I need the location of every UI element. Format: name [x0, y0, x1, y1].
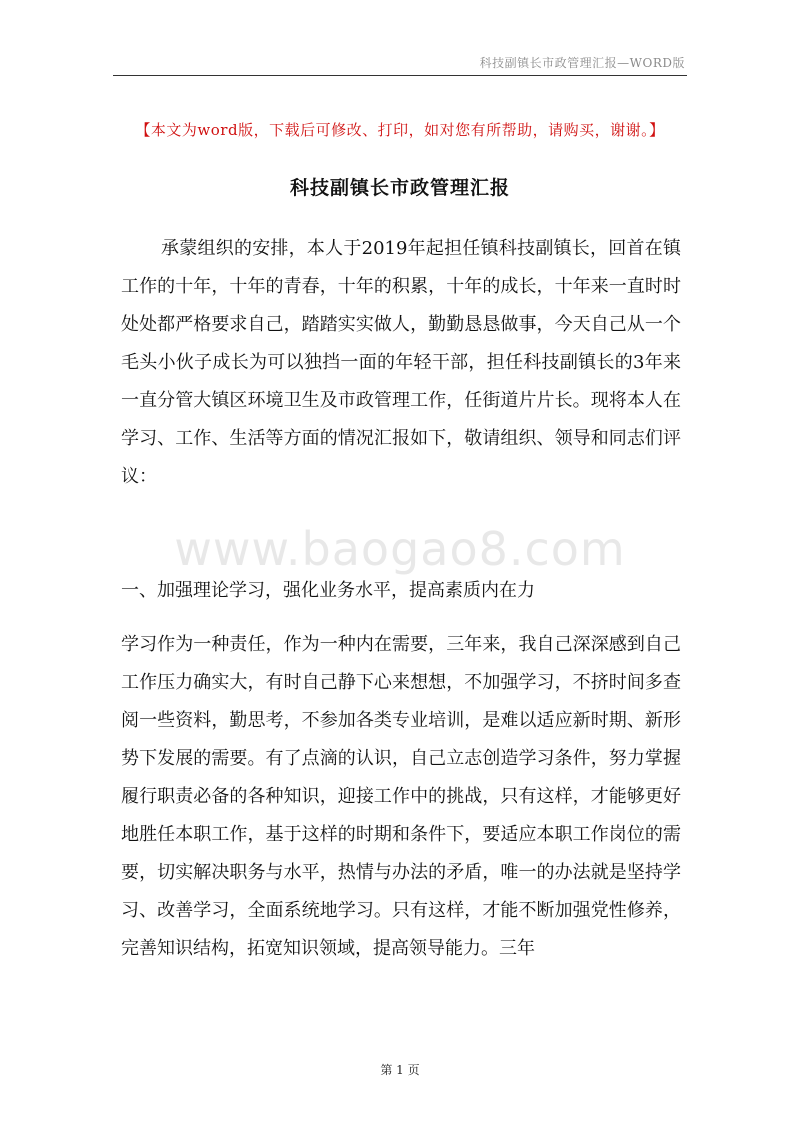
intro-paragraph: 承蒙组织的安排，本人于2019年起担任镇科技副镇长，回首在镇工作的十年，十年的青春，十年的积累，十年的成长，十年来一直时时处处都严格要求自己，踏踏实实做人，勤勤恳恳做事，今天自己从一个毛头小伙子成长为可以独挡一面的年轻干部，担任科技副镇长的3年来一直分管大镇区环境卫生及市政管理工作，任街道片片长。现将本人在学习、工作、生活等方面的情况汇报如下，敬请组织、领导和同志们评议： [121, 238, 681, 487]
running-header: 科技副镇长市政管理汇报—WORD版 [479, 56, 685, 70]
document-title: 科技副镇长市政管理汇报 [289, 177, 510, 199]
page-number: 第 1 页 [380, 1063, 420, 1077]
download-notice: 【本文为word版，下载后可修改、打印，如对您有所帮助，请购买，谢谢。】 [135, 121, 665, 139]
section-1-paragraph: 学习作为一种责任，作为一种内在需要，三年来，我自己深深感到自己工作压力确实大，有时自己静下心来想想，不加强学习，不挤时间多查阅一些资料，勤思考，不参加各类专业培训，是难以适应新时期、新形势下发展的需要。有了点滴的认识，自己立志创造学习条件，努力掌握履行职责必备的各种知识，迎接工作中的挑战，只有这样，才能够更好地胜任本职工作，基于这样的时期和条件下，要适应本职工作岗位的需要，切实解决职务与水平，热情与办法的矛盾，唯一的办法就是坚持学习、改善学习，全面系统地学习。只有这样，才能不断加强党性修养，完善知识结构，拓宽知识领域，提高领导能力。三年 [121, 634, 681, 959]
header-divider [113, 75, 687, 76]
section-heading-1: 一、加强理论学习，强化业务水平，提高素质内在力 [121, 580, 535, 601]
watermark: www.baogao8.com [174, 522, 626, 576]
